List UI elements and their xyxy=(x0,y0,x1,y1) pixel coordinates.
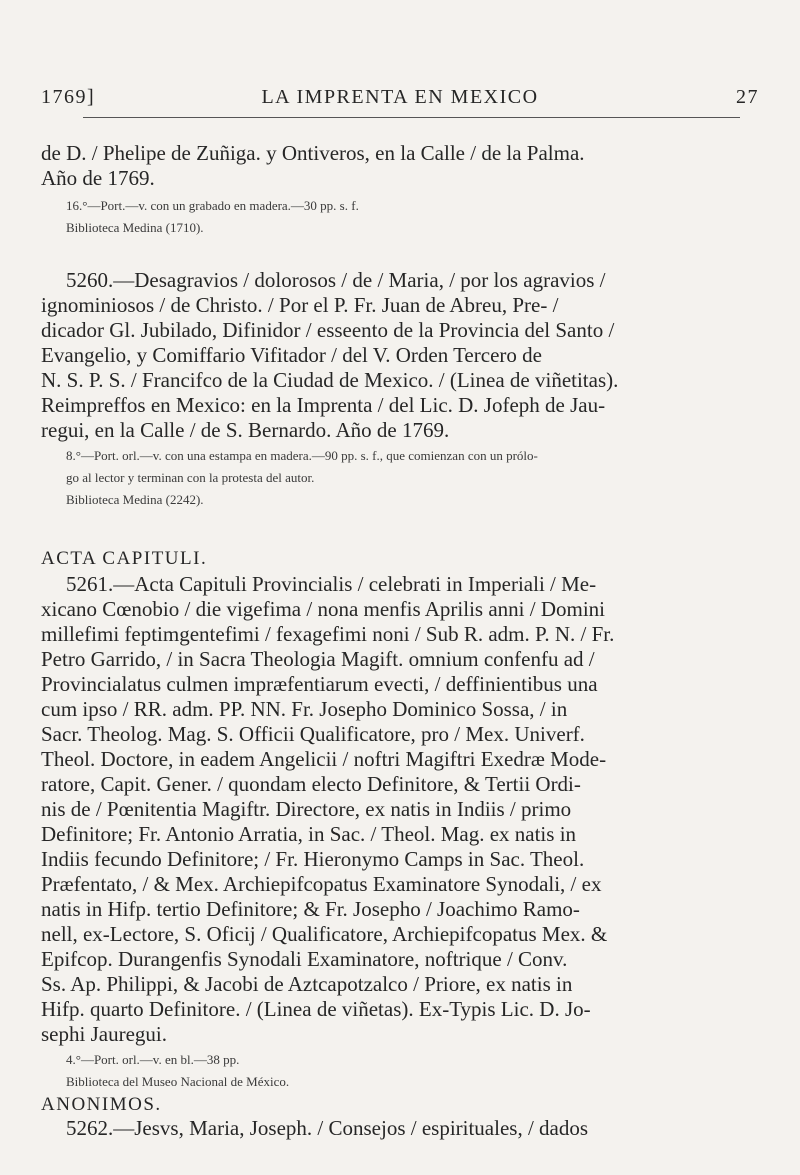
text-line: dicador Gl. Jubilado, Difinidor / esseento de la Provincia del Santo / xyxy=(41,318,615,342)
text-line: Theol. Doctore, in eadem Angelicii / noftri Magiftri Exedræ Mode- xyxy=(41,747,607,771)
text-line: Año de 1769. xyxy=(41,166,155,190)
entry-continuation xyxy=(0,141,800,239)
text-line: Provincialatus culmen impræfentiarum evecti, / deffinientibus una xyxy=(41,672,598,696)
header-rule xyxy=(83,117,740,118)
entry-text xyxy=(41,1116,771,1141)
section-heading: ACTA CAPITULI. xyxy=(41,548,208,569)
text-line: nell, ex-Lectore, S. Oficij / Qualificatore, Archiepifcopatus Mex. & xyxy=(41,922,608,946)
text-line: Definitore; Fr. Antonio Arratia, in Sac. / Theol. Mag. ex natis in xyxy=(41,822,577,846)
text-line: Ss. Ap. Philippi, & Jacobi de Aztcapotzalco / Priore, ex natis in xyxy=(41,972,573,996)
text-line: Evangelio, y Comiffario Vifitador / del V. Orden Tercero de xyxy=(41,343,542,367)
text-line: regui, en la Calle / de S. Bernardo. Año de 1769. xyxy=(41,418,450,442)
text-line: Petro Garrido, / in Sacra Theologia Magift. omnium confenfu ad / xyxy=(41,647,595,671)
text-line: Reimpreffos en Mexico: en la Imprenta / del Lic. D. Jofeph de Jau- xyxy=(41,393,606,417)
text-line: de D. / Phelipe de Zuñiga. y Ontiveros, en la Calle / de la Palma. xyxy=(41,141,585,165)
note-line: 4.°—Port. orl.—v. en bl.—38 pp. xyxy=(66,1052,240,1067)
note-line: 16.°—Port.—v. con un grabado en madera.—30 pp. s. f. xyxy=(66,198,359,213)
text-line: 5261.—Acta Capituli Provincialis / celebrati in Imperiali / Me- xyxy=(66,572,597,596)
entry-note xyxy=(66,445,771,511)
entry-5260 xyxy=(0,268,800,511)
text-line: 5260.—Desagravios / dolorosos / de / Maria, / por los agravios / xyxy=(66,268,606,292)
text-line: Præfentato, / & Mex. Archiepifcopatus Examinatore Synodali, / ex xyxy=(41,872,602,896)
note-line: Biblioteca Medina (2242). xyxy=(66,492,204,507)
note-line: Biblioteca del Museo Nacional de México. xyxy=(66,1074,290,1089)
entry-5262 xyxy=(0,1094,800,1141)
entry-note xyxy=(66,195,771,239)
entry-note xyxy=(66,1049,771,1093)
text-line: nis de / Pœnitentia Magiftr. Directore, ex natis in Indiis / primo xyxy=(41,797,572,821)
note-line: Biblioteca Medina (1710). xyxy=(66,220,204,235)
text-line: ignominiosos / de Christo. / Por el P. Fr. Juan de Abreu, Pre- / xyxy=(41,293,559,317)
header-title: LA IMPRENTA EN MEXICO xyxy=(261,86,539,108)
note-line: 8.°—Port. orl.—v. con una estampa en madera.—90 pp. s. f., que comienzan con un prólo- xyxy=(66,448,538,463)
text-line: Hifp. quarto Definitore. / (Linea de viñetas). Ex-Typis Lic. D. Jo- xyxy=(41,997,591,1021)
text-line: ratore, Capit. Gener. / quondam electo Definitore, & Tertii Ordi- xyxy=(41,772,581,796)
text-line: Sacr. Theolog. Mag. S. Officii Qualificatore, pro / Mex. Univerf. xyxy=(41,722,585,746)
text-line: natis in Hifp. tertio Definitore; & Fr. Josepho / Joachimo Ramo- xyxy=(41,897,580,921)
note-line: go al lector y terminan con la protesta del autor. xyxy=(66,470,315,485)
text-line: xicano Cœnobio / die vigefima / nona menfis Aprilis anni / Domini xyxy=(41,597,606,621)
text-line: sephi Jauregui. xyxy=(41,1022,167,1046)
text-line: cum ipso / RR. adm. PP. NN. Fr. Josepho Dominico Sossa, / in xyxy=(41,697,568,721)
entry-text xyxy=(41,268,771,443)
text-line: 5262.—Jesvs, Maria, Joseph. / Consejos / espirituales, / dados xyxy=(66,1116,589,1140)
entry-text xyxy=(41,572,771,1047)
header-year: 1769] xyxy=(41,86,96,108)
entry-5261 xyxy=(0,548,800,1093)
text-line: millefimi feptimgentefimi / fexagefimi noni / Sub R. adm. P. N. / Fr. xyxy=(41,622,615,646)
text-line: Epifcop. Durangenfis Synodali Examinatore, noftrique / Conv. xyxy=(41,947,568,971)
section-heading: ANONIMOS. xyxy=(41,1094,162,1115)
page-number: 27 xyxy=(736,86,759,108)
text-line: N. S. P. S. / Francifco de la Ciudad de Mexico. / (Linea de viñetitas). xyxy=(41,368,619,392)
text-line: Indiis fecundo Definitore; / Fr. Hieronymo Camps in Sac. Theol. xyxy=(41,847,585,871)
entry-text xyxy=(41,141,771,191)
